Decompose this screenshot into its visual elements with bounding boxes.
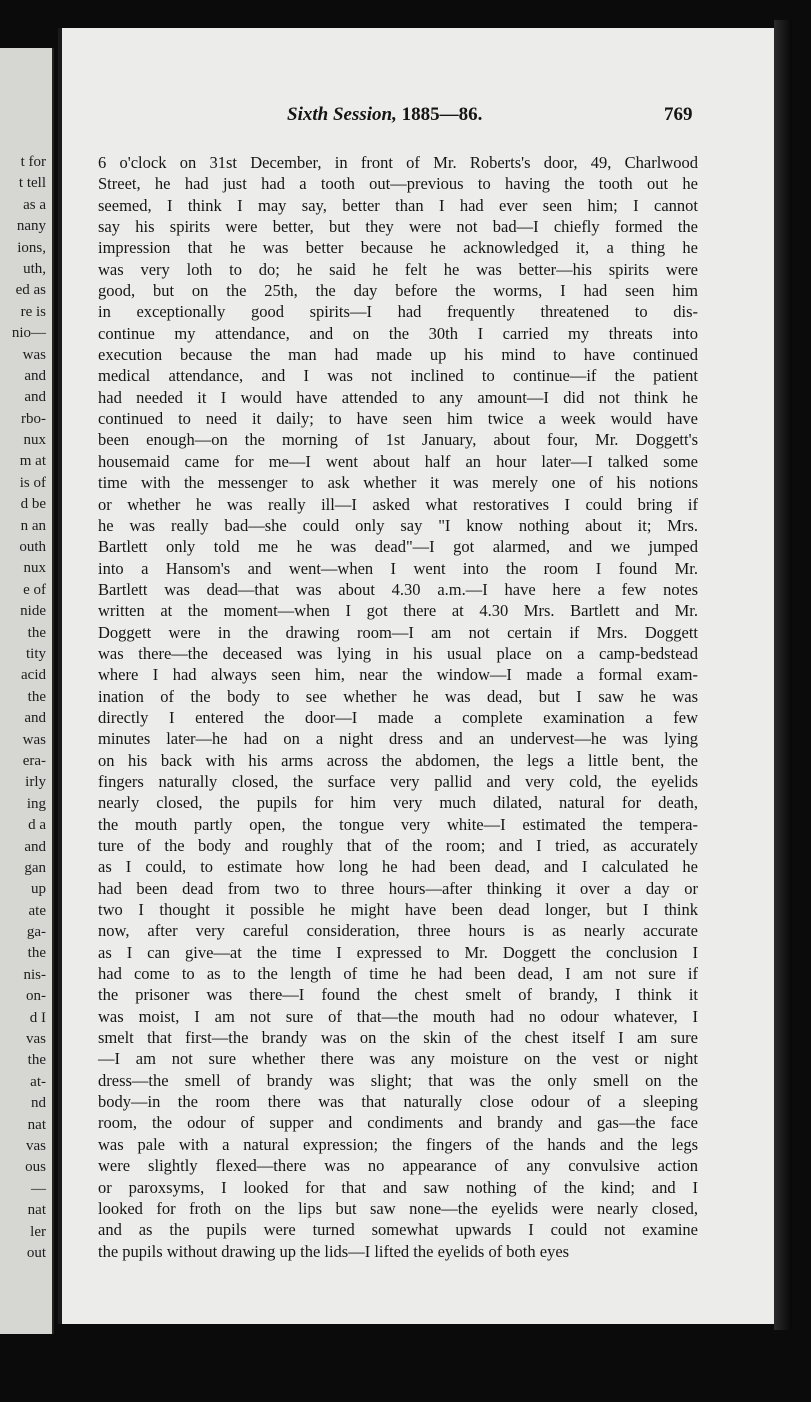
text-line: seemed, I think I may say, better than I had ever seen him; I cannot bbox=[98, 195, 698, 215]
text-line: 6 o'clock on 31st December, in front of Mr. Roberts's door, 49, Charlwood bbox=[98, 153, 698, 172]
margin-fragment: ler bbox=[30, 1223, 46, 1240]
text-line: or whether he was really ill—I asked what restoratives I could bring if bbox=[98, 494, 698, 514]
text-line: was pale with a natural expression; the fingers of the hands and the legs bbox=[98, 1134, 698, 1154]
text-line: had needed it I would have attended to any amount—I did not think he bbox=[98, 387, 698, 407]
running-title bbox=[287, 104, 482, 126]
margin-fragment: — bbox=[31, 1180, 46, 1197]
text-line: in exceptionally good spirits—I had frequently threatened to dis- bbox=[98, 302, 698, 322]
text-line: were slightly flexed—there was no appearance of any convulsive action bbox=[98, 1156, 698, 1176]
margin-fragment: the bbox=[27, 624, 46, 641]
margin-fragment: ous bbox=[25, 1159, 46, 1176]
margin-fragment: ate bbox=[28, 902, 46, 919]
text-line: or paroxsyms, I looked for that and saw nothing of the kind; and I bbox=[98, 1177, 698, 1197]
text-line: body—in the room there was that naturally close odour of a sleeping bbox=[98, 1092, 698, 1112]
margin-fragment: re is bbox=[20, 303, 46, 320]
text-line: continued to need it daily; to have seen him twice a week would have bbox=[98, 409, 698, 429]
text-line: say his spirits were better, but they were not bad—I chiefly formed the bbox=[98, 217, 698, 237]
text-line: into a Hansom's and went—when I went into the room I found Mr. bbox=[98, 558, 698, 578]
margin-fragment: and bbox=[24, 710, 46, 727]
margin-fragment: is of bbox=[19, 474, 46, 491]
margin-fragment: the bbox=[27, 1052, 46, 1069]
margin-fragment: ions, bbox=[17, 239, 46, 256]
text-line: two I thought it possible he might have been dead longer, but I think bbox=[98, 900, 698, 920]
facing-page-margin-text bbox=[12, 152, 46, 1264]
margin-fragment: at- bbox=[30, 1073, 46, 1090]
text-line: smelt that first—the brandy was on the skin of the chest itself I am sure bbox=[98, 1028, 698, 1048]
margin-fragment: the bbox=[27, 945, 46, 962]
text-line: ination of the body to see whether he was dead, but I saw he was bbox=[98, 686, 698, 706]
text-line: where I had always seen him, near the window—I made a formal exam- bbox=[98, 665, 698, 685]
margin-fragment: vas bbox=[26, 1137, 46, 1154]
text-line: and as the pupils were turned somewhat upwards I could not examine bbox=[98, 1220, 698, 1240]
text-line: Bartlett was dead—that was about 4.30 a.m.—I have here a few notes bbox=[98, 579, 698, 599]
margin-fragment: outh bbox=[19, 539, 46, 556]
text-line: Bartlett only told me he was dead"—I got alarmed, and we jumped bbox=[98, 537, 698, 557]
margin-fragment: t tell bbox=[18, 175, 46, 192]
margin-fragment: ga- bbox=[26, 924, 46, 941]
margin-fragment: e of bbox=[23, 581, 46, 598]
text-line: on his back with his arms across the abdomen, the legs a little bent, the bbox=[98, 750, 698, 770]
margin-fragment: ing bbox=[26, 795, 46, 812]
margin-fragment: d I bbox=[29, 1009, 46, 1026]
margin-fragment: t for bbox=[20, 154, 46, 170]
text-line: now, after very careful consideration, three hours is as nearly accurate bbox=[98, 921, 698, 941]
margin-fragment: nat bbox=[27, 1202, 46, 1219]
text-line: housemaid came for me—I went about half an hour later—I talked some bbox=[98, 451, 698, 471]
margin-fragment: ed as bbox=[15, 282, 46, 299]
margin-fragment: nux bbox=[23, 432, 46, 449]
text-line: the pupils without drawing up the lids—I lifted the eyelids of both eyes bbox=[98, 1241, 570, 1261]
text-line: nearly closed, the pupils for him very much dilated, natural for death, bbox=[98, 793, 698, 813]
text-line: execution because the man had made up his mind to have continued bbox=[98, 345, 698, 365]
text-line: been enough—on the morning of 1st January, about four, Mr. Doggett's bbox=[98, 430, 698, 450]
running-title-years: 1885—86. bbox=[396, 104, 483, 125]
text-line: had come to as to the length of time he had been dead, I am not sure if bbox=[98, 964, 698, 984]
text-line: fingers naturally closed, the surface very pallid and very cold, the eyelids bbox=[98, 771, 698, 791]
margin-fragment: acid bbox=[21, 667, 46, 684]
margin-fragment: gan bbox=[24, 859, 46, 876]
text-line: had been dead from two to three hours—after thinking it over a day or bbox=[98, 878, 698, 898]
text-line: the mouth partly open, the tongue very white—I estimated the tempera- bbox=[98, 814, 698, 834]
page-header bbox=[62, 104, 778, 134]
margin-fragment: nd bbox=[31, 1095, 46, 1112]
text-line: medical attendance, and I was not inclined to continue—if the patient bbox=[98, 366, 698, 386]
margin-fragment: up bbox=[31, 881, 46, 898]
book-page bbox=[58, 28, 778, 1324]
margin-fragment: vas bbox=[26, 1031, 46, 1048]
text-line: as I can give—at the time I expressed to Mr. Doggett the conclusion I bbox=[98, 942, 698, 962]
running-title-session: Sixth Session, bbox=[287, 104, 397, 125]
margin-fragment: uth, bbox=[23, 260, 46, 277]
margin-fragment: rbo- bbox=[21, 410, 46, 427]
margin-fragment: nio— bbox=[11, 325, 46, 342]
margin-fragment: out bbox=[26, 1244, 46, 1261]
margin-fragment: nux bbox=[23, 560, 46, 577]
text-line: was very loth to do; he said he felt he was better—his spirits were bbox=[98, 259, 698, 279]
text-line: was there—the deceased was lying in his usual place on a camp-bedstead bbox=[98, 643, 698, 663]
margin-fragment: tity bbox=[25, 645, 46, 662]
margin-fragment: on- bbox=[26, 988, 46, 1005]
margin-fragment: the bbox=[27, 688, 46, 705]
text-line: as I could, to estimate how long he had been dead, and I calculated he bbox=[98, 857, 698, 877]
text-line: written at the moment—when I got there at 4.30 Mrs. Bartlett and Mr. bbox=[98, 601, 698, 621]
margin-fragment: and bbox=[24, 367, 46, 384]
margin-fragment: m at bbox=[19, 453, 46, 470]
text-line: time with the messenger to ask whether it was merely one of his notions bbox=[98, 473, 698, 493]
margin-fragment: nis- bbox=[23, 966, 46, 983]
text-line: continue my attendance, and on the 30th I carried my threats into bbox=[98, 323, 698, 343]
text-line: —I am not sure whether there was any moisture on the vest or night bbox=[98, 1049, 698, 1069]
margin-fragment: irly bbox=[25, 774, 46, 791]
page-edge-shadow bbox=[774, 20, 792, 1330]
text-line: minutes later—he had on a night dress and an undervest—he was lying bbox=[98, 729, 698, 749]
text-line: room, the odour of supper and condiments and brandy and gas—the face bbox=[98, 1113, 698, 1133]
margin-fragment: nat bbox=[27, 1116, 46, 1133]
text-line: the prisoner was there—I found the chest smelt of brandy, I think it bbox=[98, 985, 698, 1005]
margin-fragment: era- bbox=[22, 752, 46, 769]
page-number: 769 bbox=[664, 104, 693, 125]
margin-fragment: d be bbox=[20, 496, 46, 513]
margin-fragment: d a bbox=[28, 817, 46, 834]
text-line: looked for froth on the lips but saw none—the eyelids were nearly closed, bbox=[98, 1198, 698, 1218]
text-line: ture of the body and roughly that of the room; and I tried, as accurately bbox=[98, 836, 698, 855]
text-line: impression that he was better because he acknowledged it, a thing he bbox=[98, 238, 698, 258]
margin-fragment: as a bbox=[23, 196, 46, 213]
text-line: Doggett were in the drawing room—I am not certain if Mrs. Doggett bbox=[98, 622, 698, 642]
text-line: good, but on the 25th, the day before the worms, I had seen him bbox=[98, 281, 698, 301]
margin-fragment: nide bbox=[20, 603, 46, 620]
margin-fragment: and bbox=[24, 389, 46, 406]
text-line: he was really bad—she could only say "I know nothing about it; Mrs. bbox=[98, 515, 698, 535]
body-text bbox=[98, 152, 698, 1262]
margin-fragment: and bbox=[24, 838, 46, 855]
margin-fragment: was bbox=[22, 346, 46, 363]
text-line: dress—the smell of brandy was slight; that was the only smell on the bbox=[98, 1070, 698, 1090]
text-line: Street, he had just had a tooth out—previous to having the tooth out he bbox=[98, 174, 698, 194]
margin-fragment: n an bbox=[20, 517, 46, 534]
text-line: directly I entered the door—I made a complete examination a few bbox=[98, 707, 698, 727]
text-line: was moist, I am not sure of that—the mouth had no odour whatever, I bbox=[98, 1006, 698, 1026]
margin-fragment: nany bbox=[16, 218, 46, 235]
margin-fragment: was bbox=[22, 731, 46, 748]
facing-page-fragment bbox=[0, 48, 54, 1334]
